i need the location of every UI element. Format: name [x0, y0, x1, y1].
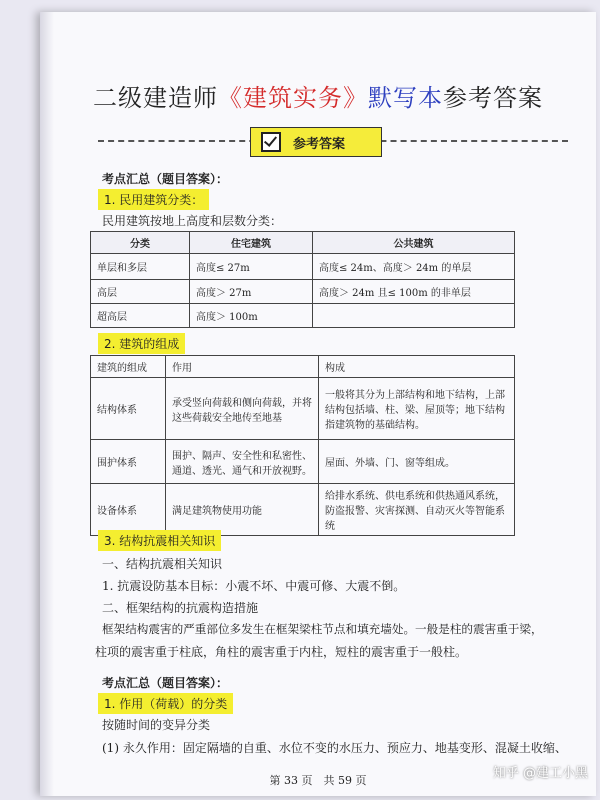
table-header: 住宅建筑	[190, 232, 313, 254]
table-cell: 高度＞ 100m	[190, 304, 313, 328]
table-cell	[313, 304, 515, 328]
table-row	[91, 254, 515, 280]
section-4-line: (1) 永久作用：固定隔墙的自重、水位不变的水压力、预应力、地基变形、混凝土收缩、	[102, 741, 567, 755]
section-1-intro: 民用建筑按地上高度和层数分类：	[102, 214, 283, 228]
table-cell: 高度＞ 24m 且≤ 100m 的非单层	[313, 280, 515, 304]
table-header: 作用	[166, 356, 319, 378]
answer-badge	[250, 127, 382, 157]
table-header: 构成	[319, 356, 515, 378]
table-row	[91, 440, 515, 484]
table-cell: 给排水系统、供电系统和供热通风系统，防盗报警、灾害探测、自动灭火等智能系统	[319, 484, 515, 536]
table-cell: 围护体系	[91, 440, 166, 484]
section-3-line: 1. 抗震设防基本目标：小震不坏、中震可修、大震不倒。	[102, 579, 406, 593]
table-cell: 满足建筑物使用功能	[166, 484, 319, 536]
title-part-red: 《建筑实务》	[218, 84, 368, 112]
building-composition-table	[90, 355, 515, 536]
title-part: 二级建造师	[93, 84, 218, 112]
table-row	[91, 484, 515, 536]
section-4-line: 按随时间的变异分类	[102, 718, 211, 732]
table-cell: 高度≤ 27m	[190, 254, 313, 280]
table-cell: 高度≤ 24m、高度＞ 24m 的单层	[313, 254, 515, 280]
summary-heading-1: 考点汇总（题目答案）：	[102, 172, 229, 186]
section-3-line: 二、框架结构的抗震构造措施	[102, 601, 259, 615]
title-part-blue: 默写本	[368, 84, 443, 112]
table-cell: 超高层	[91, 304, 190, 328]
table-header: 公共建筑	[313, 232, 515, 254]
summary-heading-2: 考点汇总（题目答案）：	[102, 676, 229, 690]
section-heading-2: 2. 建筑的组成	[98, 333, 185, 354]
title-part: 参考答案	[443, 84, 543, 112]
table-cell: 设备体系	[91, 484, 166, 536]
table-cell: 承受竖向荷载和侧向荷载，并将这些荷载安全地传至地基	[166, 378, 319, 440]
section-3-line: 柱项的震害重于柱底，角柱的震害重于内柱，短柱的震害重于一般柱。	[95, 645, 468, 659]
table-cell: 一般将其分为上部结构和地下结构，上部结构包括墙、柱、梁、屋顶等；地下结构指建筑物的基础结构。	[319, 378, 515, 440]
table-header: 建筑的组成	[91, 356, 166, 378]
page-title	[40, 78, 596, 113]
watermark: 知乎 @建工小黑	[492, 766, 588, 781]
section-heading-3: 3. 结构抗震相关知识	[98, 530, 221, 551]
section-3-line: 框架结构震害的严重部位多发生在框架梁柱节点和填充墙处。一般是柱的震害重于梁，	[102, 622, 543, 636]
document-page	[40, 12, 596, 796]
table-row	[91, 378, 515, 440]
table-row	[91, 280, 515, 304]
page-footer: 第 33 页 共 59 页	[269, 774, 367, 787]
section-3-line: 一、结构抗震相关知识	[102, 557, 223, 571]
table-header: 分类	[91, 232, 190, 254]
table-header-row	[91, 232, 515, 254]
table-cell: 围护、隔声、安全性和私密性、通道、透光、通气和开放视野。	[166, 440, 319, 484]
table-cell: 高层	[91, 280, 190, 304]
table-cell: 结构体系	[91, 378, 166, 440]
checkbox-icon	[261, 132, 281, 152]
table-header-row	[91, 356, 515, 378]
table-cell: 单层和多层	[91, 254, 190, 280]
section-heading-1: 1. 民用建筑分类：	[98, 189, 209, 210]
badge-label: 参考答案	[293, 136, 346, 152]
page-fold-shadow	[40, 12, 54, 796]
table-cell: 屋面、外墙、门、窗等组成。	[319, 440, 515, 484]
table-cell: 高度＞ 27m	[190, 280, 313, 304]
building-classification-table	[90, 231, 515, 328]
table-row	[91, 304, 515, 328]
section-heading-4: 1. 作用（荷载）的分类	[98, 693, 233, 714]
